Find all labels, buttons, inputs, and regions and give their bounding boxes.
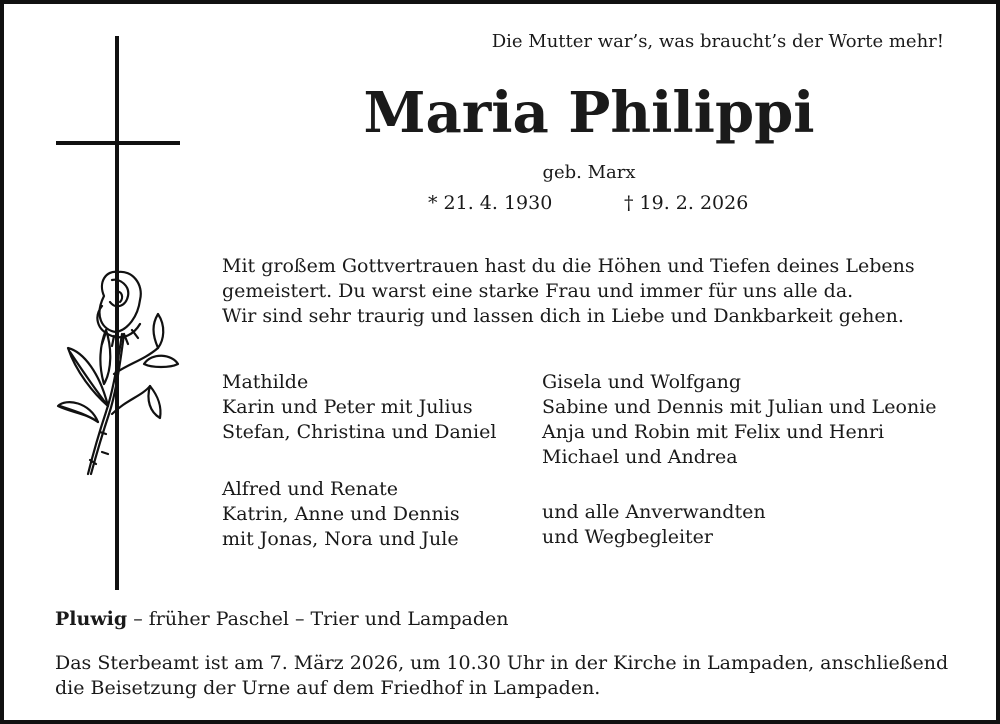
intro-line: Mit großem Gottvertrauen hast du die Höhen und Tiefen deines Lebens bbox=[222, 255, 915, 277]
place-name: Pluwig bbox=[55, 608, 128, 630]
mourner-line: Karin und Peter mit Julius bbox=[222, 396, 473, 418]
intro-line: gemeistert. Du warst eine starke Frau und immer für uns alle da. bbox=[222, 280, 854, 302]
mourner-line: und alle Anverwandten bbox=[542, 501, 766, 523]
death-date: † 19. 2. 2026 bbox=[624, 192, 749, 214]
mourner-line: und Wegbegleiter bbox=[542, 526, 713, 548]
mourner-line: Michael und Andrea bbox=[542, 446, 738, 468]
service-line: die Beisetzung der Urne auf dem Friedhof in Lampaden. bbox=[55, 677, 601, 699]
maiden-name: geb. Marx bbox=[542, 162, 636, 183]
service-line: Das Sterbeamt ist am 7. März 2026, um 10.30 Uhr in der Kirche in Lampaden, anschließend bbox=[55, 652, 949, 674]
birth-date: * 21. 4. 1930 bbox=[428, 192, 553, 214]
mourner-line: Sabine und Dennis mit Julian und Leonie bbox=[542, 396, 937, 418]
place-details: – früher Paschel – Trier und Lampaden bbox=[127, 608, 509, 630]
mourners-left-group-2 bbox=[222, 477, 460, 552]
mourners-left-group-1 bbox=[222, 370, 496, 445]
intro-line: Wir sind sehr traurig und lassen dich in Liebe und Dankbarkeit gehen. bbox=[222, 305, 904, 327]
mourners-right-group-2 bbox=[542, 500, 766, 550]
mourner-line: Katrin, Anne und Dennis bbox=[222, 503, 460, 525]
deceased-name: Maria Philippi bbox=[363, 80, 815, 146]
mourner-line: Gisela und Wolfgang bbox=[542, 371, 742, 393]
mourner-line: Mathilde bbox=[222, 371, 309, 393]
funeral-service-notice bbox=[55, 651, 948, 701]
mourner-line: Stefan, Christina und Daniel bbox=[222, 421, 497, 443]
place-line bbox=[55, 608, 508, 630]
mourner-line: mit Jonas, Nora und Jule bbox=[222, 528, 459, 550]
mourner-line: Alfred und Renate bbox=[222, 478, 399, 500]
motto: Die Mutter war’s, was braucht’s der Worte mehr! bbox=[491, 31, 944, 52]
mourners-right-group-1 bbox=[542, 370, 937, 470]
intro-text bbox=[222, 254, 915, 329]
mourner-line: Anja und Robin mit Felix und Henri bbox=[542, 421, 885, 443]
